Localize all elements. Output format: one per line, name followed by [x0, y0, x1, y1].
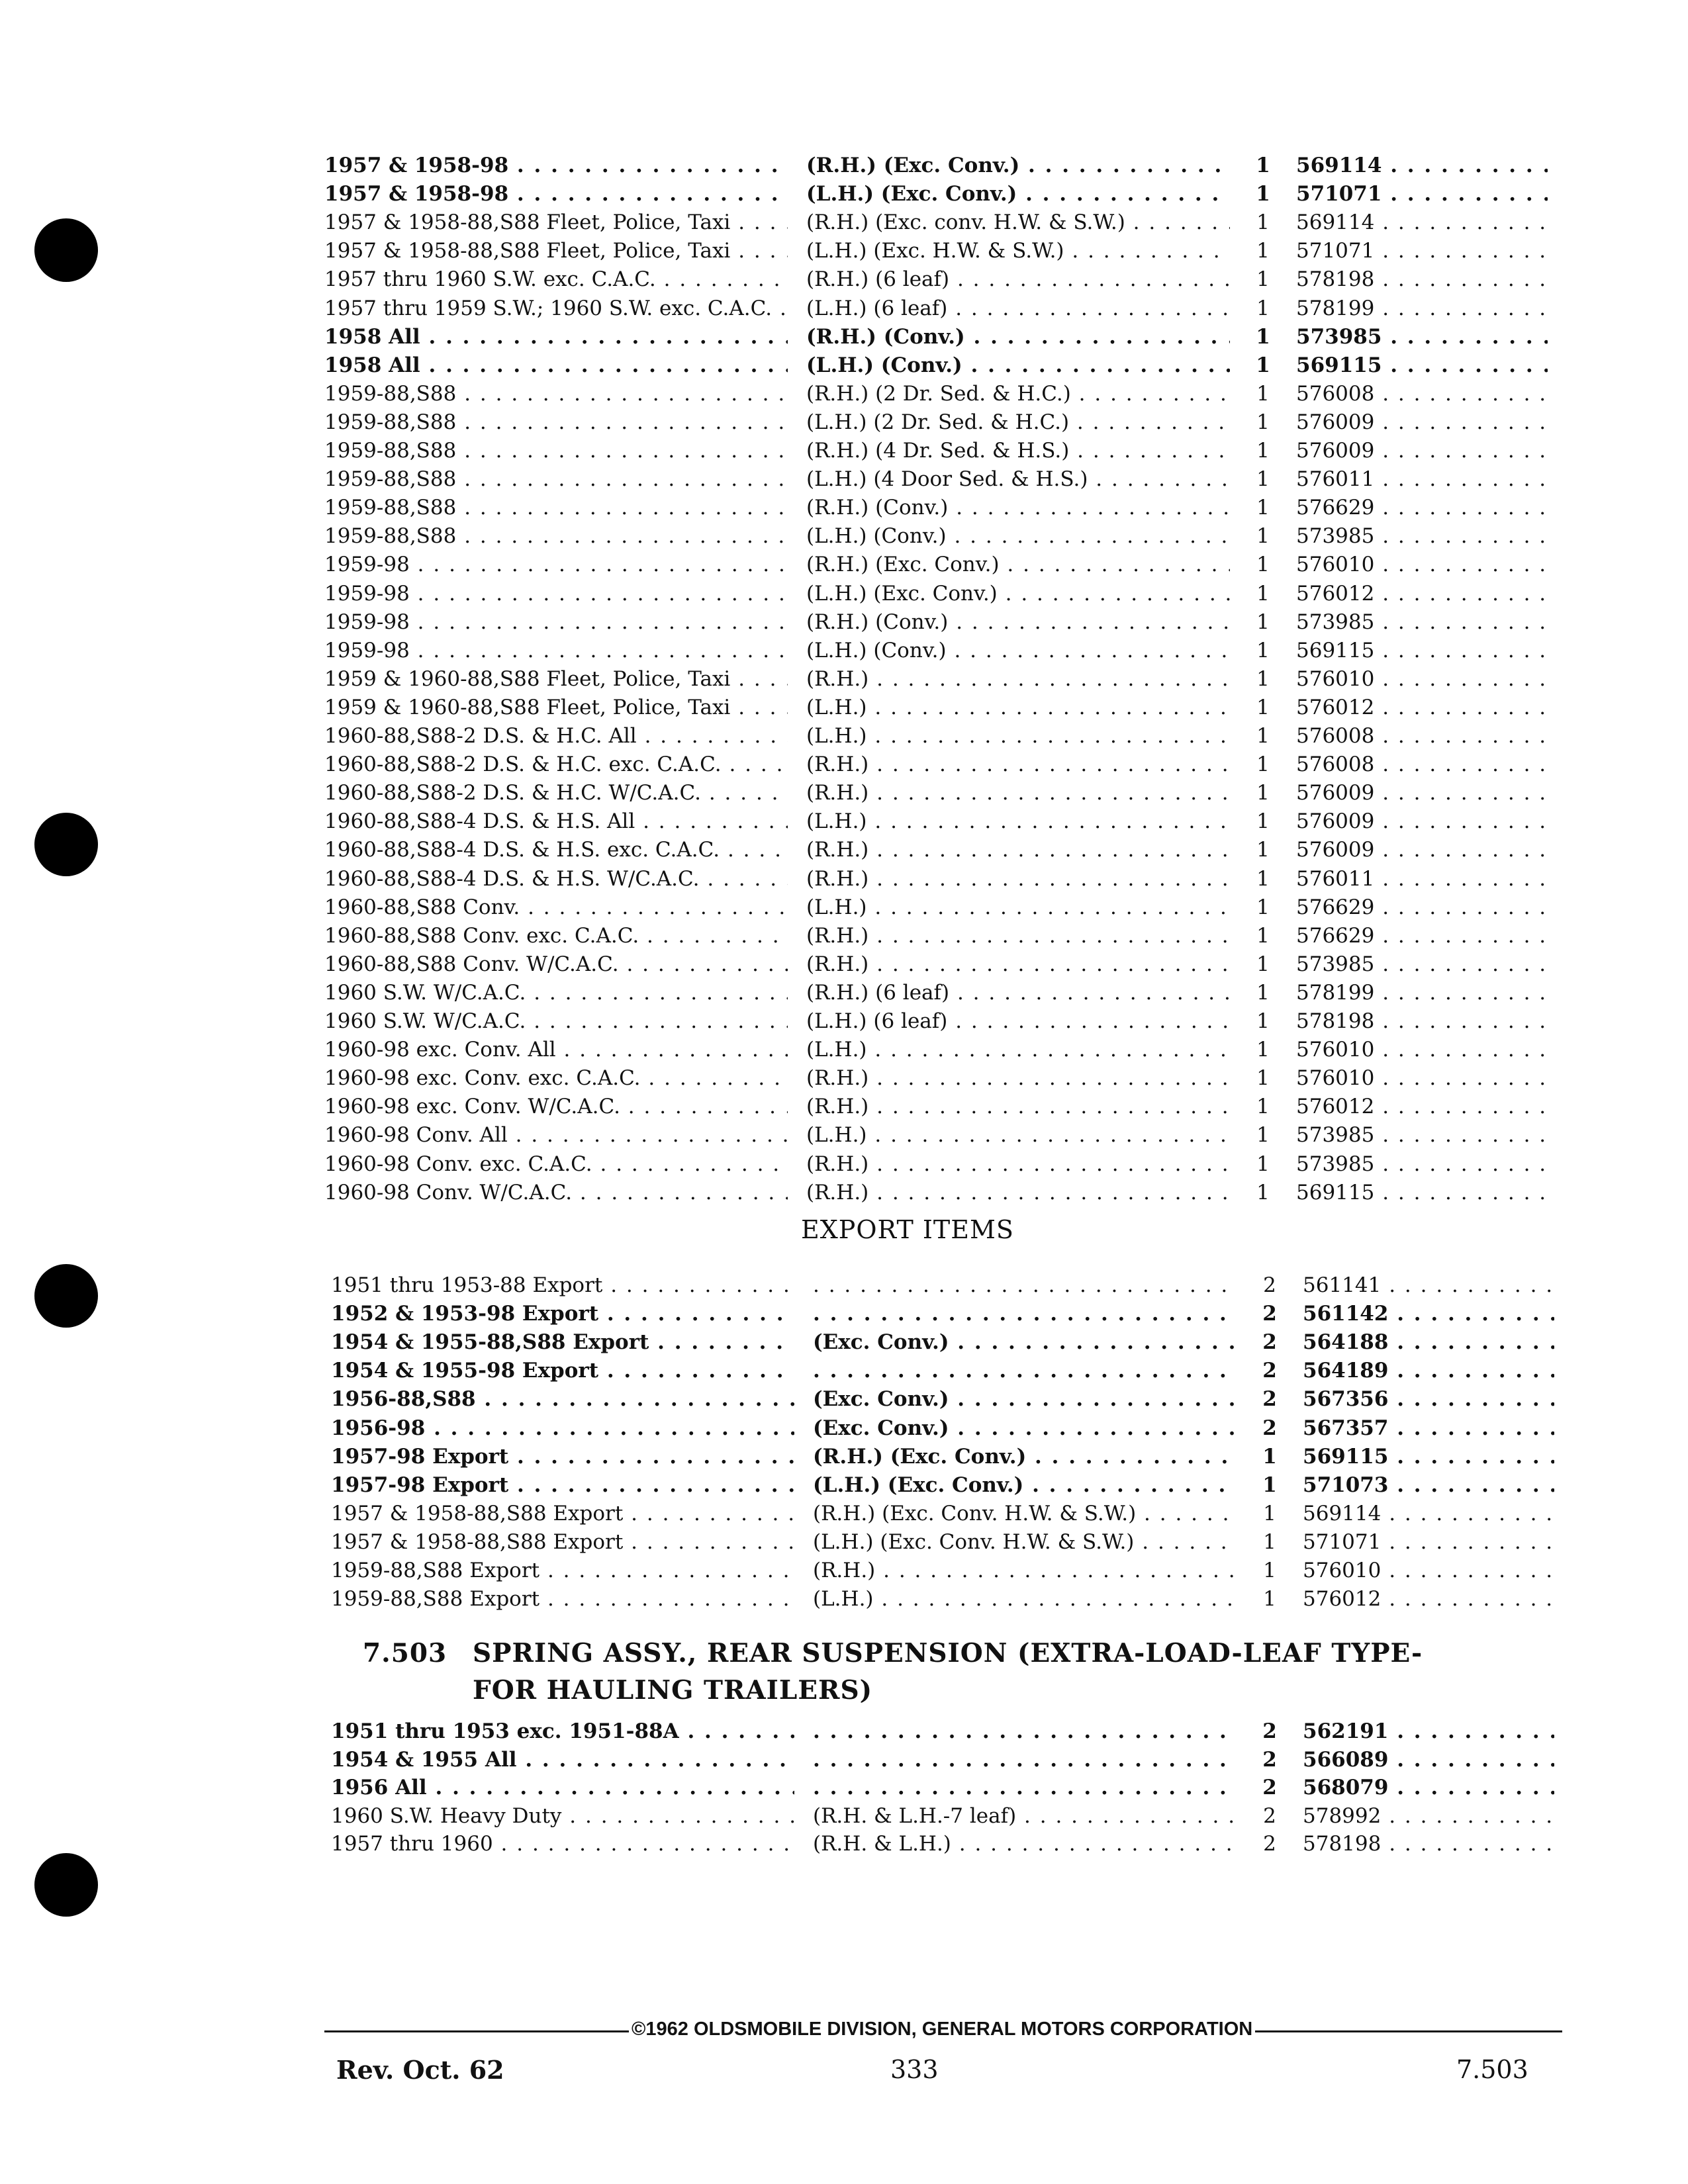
table-row [324, 1064, 1582, 1093]
part-number: 576010 . . . [1296, 1035, 1548, 1064]
table-row [331, 1271, 1589, 1300]
part-number: 571071 . . . [1303, 1527, 1554, 1557]
vehicle-application: 1956-98 . . . [331, 1414, 794, 1443]
vehicle-application: 1959-98 . . . [324, 579, 788, 608]
vehicle-application: 1960 S.W. Heavy Duty . . . [331, 1801, 794, 1831]
copyright-notice: ©1962 OLDSMOBILE DIVISION, GENERAL MOTORS CORPORATION [629, 2019, 1255, 2040]
side-description: (L.H.) (Exc. Conv.) . . . [813, 1471, 1237, 1500]
table-row [324, 236, 1582, 265]
part-number: 578199 . . . [1296, 978, 1548, 1007]
side-description: (R.H.) (Exc. Conv.) . . . [813, 1442, 1237, 1471]
table-row [324, 608, 1582, 637]
quantity: 2 [1262, 1359, 1277, 1383]
table-row [324, 179, 1582, 208]
table-row [324, 1120, 1582, 1150]
table-row [324, 408, 1582, 437]
table-row [324, 579, 1582, 608]
part-number: 578199 . . . [1296, 294, 1548, 323]
part-number: 571071 . . . [1296, 236, 1548, 265]
side-description: (R.H.) . . . [806, 750, 1230, 779]
vehicle-application: 1960-98 exc. Conv. W/C.A.C. . . . [324, 1092, 788, 1121]
table-row [324, 522, 1582, 551]
table-row [324, 465, 1582, 494]
vehicle-application: 1960-98 exc. Conv. All . . . [324, 1035, 788, 1064]
quantity: 1 [1256, 866, 1270, 891]
table-row [324, 351, 1582, 380]
quantity: 1 [1256, 666, 1270, 691]
vehicle-application: 1952 & 1953-98 Export . . . [331, 1299, 794, 1328]
side-description: (R.H.) . . . [806, 864, 1230, 893]
side-description: (R.H.) . . . [806, 835, 1230, 864]
table-row [324, 1092, 1582, 1121]
quantity: 1 [1263, 1501, 1276, 1525]
side-description: (R.H.) . . . [806, 664, 1230, 694]
quantity: 1 [1256, 1066, 1270, 1091]
table-row [324, 322, 1582, 351]
side-description: (L.H.) (Exc. H.W. & S.W.) . . . [806, 236, 1230, 265]
part-number: 576010 . . . [1296, 550, 1548, 579]
table-row [324, 778, 1582, 807]
export-items-heading: EXPORT ITEMS [801, 1215, 1014, 1244]
side-description: (R.H.) (Exc. Conv.) . . . [806, 151, 1230, 180]
quantity: 1 [1256, 410, 1270, 434]
part-number: 569115 . . . [1296, 1178, 1548, 1207]
side-description: (R.H.) . . . [813, 1556, 1237, 1585]
table-row [324, 950, 1582, 979]
part-number: 573985 . . . [1296, 1120, 1548, 1150]
vehicle-application: 1959-88,S88 . . . [324, 522, 788, 551]
vehicle-application: 1958 All . . . [324, 322, 788, 351]
part-number: 576009 . . . [1296, 436, 1548, 465]
quantity: 1 [1256, 809, 1270, 834]
part-number: 569114 . . . [1296, 208, 1548, 237]
side-description: (R.H.) (4 Dr. Sed. & H.S.) . . . [806, 436, 1230, 465]
side-description [813, 1356, 1237, 1385]
quantity: 2 [1263, 1273, 1276, 1297]
vehicle-application: 1957 & 1958-88,S88 Fleet, Police, Taxi . . . [324, 208, 788, 237]
quantity: 1 [1256, 923, 1270, 948]
side-description: (L.H.) (4 Door Sed. & H.S.) . . . [806, 465, 1230, 494]
part-number: 567357 . . . [1303, 1414, 1554, 1443]
quantity: 1 [1256, 638, 1270, 662]
part-number: 569115 . . . [1296, 351, 1548, 380]
side-description: (R.H.) . . . [806, 1064, 1230, 1093]
side-description: (L.H.) (Conv.) . . . [806, 351, 1230, 380]
part-number: 571073 . . . [1303, 1471, 1554, 1500]
side-description [813, 1271, 1237, 1300]
vehicle-application: 1960-98 exc. Conv. exc. C.A.C. . . . [324, 1064, 788, 1093]
vehicle-application: 1957-98 Export . . . [331, 1471, 794, 1500]
vehicle-application: 1951 thru 1953-88 Export . . . [331, 1271, 794, 1300]
part-number: 567356 . . . [1303, 1385, 1554, 1414]
side-description: (L.H.) . . . [806, 1120, 1230, 1150]
quantity: 1 [1263, 1587, 1276, 1612]
side-description: (L.H.) (Conv.) . . . [806, 636, 1230, 665]
side-description: (L.H.) . . . [806, 693, 1230, 722]
side-description: (R.H.) (Exc. conv. H.W. & S.W.) . . . [806, 208, 1230, 237]
vehicle-application: 1954 & 1955 All . . . [331, 1745, 794, 1774]
part-number: 573985 . . . [1296, 950, 1548, 979]
quantity: 2 [1262, 1719, 1277, 1743]
quantity: 1 [1256, 267, 1270, 292]
side-description: (R.H.) (Exc. Conv. H.W. & S.W.) . . . [813, 1499, 1237, 1528]
vehicle-application: 1957 thru 1960 . . . [331, 1829, 794, 1858]
table-row [331, 1717, 1589, 1746]
side-description: (L.H.) (Exc. Conv.) . . . [806, 579, 1230, 608]
table-row [324, 893, 1582, 922]
vehicle-application: 1954 & 1955-98 Export . . . [331, 1356, 794, 1385]
table-row [324, 864, 1582, 893]
part-number: 573985 . . . [1296, 322, 1548, 351]
table-row [331, 1356, 1589, 1385]
side-description [813, 1745, 1237, 1774]
quantity: 1 [1256, 724, 1270, 748]
vehicle-application: 1957 & 1958-88,S88 Export . . . [331, 1499, 794, 1528]
quantity: 1 [1256, 581, 1270, 606]
quantity: 1 [1256, 1095, 1270, 1119]
quantity: 2 [1263, 1803, 1276, 1828]
quantity: 2 [1262, 1330, 1277, 1355]
vehicle-application: 1959-88,S88 Export . . . [331, 1584, 794, 1614]
side-description [813, 1773, 1237, 1802]
table-row [324, 436, 1582, 465]
table-row [331, 1385, 1589, 1414]
table-row [324, 1007, 1582, 1036]
part-number: 576008 . . . [1296, 721, 1548, 751]
table-row [331, 1556, 1589, 1585]
quantity: 2 [1263, 1832, 1276, 1856]
revision-date: Rev. Oct. 62 [336, 2055, 504, 2085]
quantity: 1 [1256, 553, 1270, 577]
vehicle-application: 1959-88,S88 . . . [324, 493, 788, 522]
page-number: 333 [890, 2055, 939, 2084]
side-description: (R.H.) (6 leaf) . . . [806, 265, 1230, 294]
side-description [813, 1299, 1237, 1328]
side-description: (R.H.) . . . [806, 950, 1230, 979]
part-number: 564188 . . . [1303, 1328, 1554, 1357]
quantity: 1 [1256, 210, 1270, 235]
table-row [331, 1801, 1589, 1831]
quantity: 1 [1256, 1123, 1270, 1148]
side-description: (L.H.) (Exc. Conv. H.W. & S.W.) . . . [813, 1527, 1237, 1557]
part-number: 569114 . . . [1296, 151, 1548, 180]
table-row [324, 721, 1582, 751]
vehicle-application: 1960-88,S88-4 D.S. & H.S. W/C.A.C. . . . [324, 864, 788, 893]
part-number: 576011 . . . [1296, 864, 1548, 893]
side-description: (L.H.) . . . [806, 807, 1230, 836]
table-row [331, 1829, 1589, 1858]
vehicle-application: 1959-98 . . . [324, 550, 788, 579]
vehicle-application: 1959-98 . . . [324, 608, 788, 637]
part-number: 578198 . . . [1296, 1007, 1548, 1036]
quantity: 1 [1256, 524, 1270, 549]
vehicle-application: 1960-88,S88 Conv. exc. C.A.C. . . . [324, 921, 788, 950]
quantity: 1 [1256, 781, 1270, 805]
quantity: 1 [1256, 980, 1270, 1005]
vehicle-application: 1960 S.W. W/C.A.C. . . . [324, 978, 788, 1007]
vehicle-application: 1960 S.W. W/C.A.C. . . . [324, 1007, 788, 1036]
vehicle-application: 1960-88,S88 Conv. W/C.A.C. . . . [324, 950, 788, 979]
quantity: 1 [1263, 1529, 1276, 1554]
quantity: 1 [1256, 324, 1270, 349]
table-row [324, 750, 1582, 779]
part-number: 569114 . . . [1303, 1499, 1554, 1528]
spring-section-title-line2: FOR HAULING TRAILERS) [473, 1675, 873, 1706]
side-description: (L.H.) . . . [813, 1584, 1237, 1614]
vehicle-application: 1956-88,S88 . . . [331, 1385, 794, 1414]
part-number: 573985 . . . [1296, 1150, 1548, 1179]
part-number: 576009 . . . [1296, 835, 1548, 864]
side-description: (Exc. Conv.) . . . [813, 1385, 1237, 1414]
side-description: (R.H.) . . . [806, 1092, 1230, 1121]
table-row [324, 693, 1582, 722]
quantity: 2 [1262, 1387, 1277, 1412]
table-row [331, 1499, 1589, 1528]
vehicle-application: 1957 thru 1960 S.W. exc. C.A.C. . . . [324, 265, 788, 294]
side-description: (R.H.) (Conv.) . . . [806, 322, 1230, 351]
vehicle-application: 1954 & 1955-88,S88 Export . . . [331, 1328, 794, 1357]
vehicle-application: 1957 thru 1959 S.W.; 1960 S.W. exc. C.A.C. . . . [324, 294, 788, 323]
side-description: (R.H.) (6 leaf) . . . [806, 978, 1230, 1007]
vehicle-application: 1957 & 1958-88,S88 Fleet, Police, Taxi . . . [324, 236, 788, 265]
side-description: (R.H.) . . . [806, 1178, 1230, 1207]
table-row [324, 379, 1582, 408]
part-number: 576629 . . . [1296, 893, 1548, 922]
quantity: 1 [1256, 610, 1270, 634]
table-row [331, 1328, 1589, 1357]
quantity: 1 [1256, 952, 1270, 976]
quantity: 1 [1256, 752, 1270, 777]
part-number: 561142 . . . [1303, 1299, 1554, 1328]
part-number: 576011 . . . [1296, 465, 1548, 494]
vehicle-application: 1958 All . . . [324, 351, 788, 380]
quantity: 1 [1262, 1473, 1277, 1497]
part-number: 578198 . . . [1303, 1829, 1554, 1858]
side-description: (R.H.) . . . [806, 778, 1230, 807]
part-number: 576009 . . . [1296, 408, 1548, 437]
vehicle-application: 1959-88,S88 . . . [324, 436, 788, 465]
quantity: 2 [1262, 1747, 1277, 1772]
table-row [324, 664, 1582, 694]
quantity: 1 [1256, 154, 1270, 177]
table-row [324, 1178, 1582, 1207]
side-description: (L.H.) (6 leaf) . . . [806, 294, 1230, 323]
side-description: (R.H.) . . . [806, 1150, 1230, 1179]
part-number: 569115 . . . [1303, 1442, 1554, 1471]
side-description: (L.H.) (Exc. Conv.) . . . [806, 179, 1230, 208]
spring-section-number: 7.503 [363, 1638, 447, 1668]
part-number: 576012 . . . [1296, 693, 1548, 722]
side-description: (R.H.) (2 Dr. Sed. & H.C.) . . . [806, 379, 1230, 408]
part-number: 569115 . . . [1296, 636, 1548, 665]
part-number: 564189 . . . [1303, 1356, 1554, 1385]
vehicle-application: 1960-98 Conv. All . . . [324, 1120, 788, 1150]
side-description: (L.H.) . . . [806, 893, 1230, 922]
table-row [324, 151, 1582, 180]
part-number: 568079 . . . [1303, 1773, 1554, 1802]
part-number: 576629 . . . [1296, 493, 1548, 522]
vehicle-application: 1960-88,S88-4 D.S. & H.S. exc. C.A.C. . . . [324, 835, 788, 864]
table-row [324, 265, 1582, 294]
vehicle-application: 1960-88,S88-2 D.S. & H.C. All . . . [324, 721, 788, 751]
table-row [331, 1471, 1589, 1500]
table-row [331, 1442, 1589, 1471]
side-description: (L.H.) . . . [806, 1035, 1230, 1064]
vehicle-application: 1960-88,S88-4 D.S. & H.S. All . . . [324, 807, 788, 836]
vehicle-application: 1959-88,S88 . . . [324, 465, 788, 494]
quantity: 1 [1256, 182, 1270, 206]
part-number: 578198 . . . [1296, 265, 1548, 294]
table-row [331, 1773, 1589, 1802]
part-number: 566089 . . . [1303, 1745, 1554, 1774]
side-description: (L.H.) . . . [806, 721, 1230, 751]
vehicle-application: 1959 & 1960-88,S88 Fleet, Police, Taxi . . . [324, 664, 788, 694]
side-description: (L.H.) (2 Dr. Sed. & H.C.) . . . [806, 408, 1230, 437]
vehicle-application: 1957-98 Export . . . [331, 1442, 794, 1471]
vehicle-application: 1959-88,S88 Export . . . [331, 1556, 794, 1585]
quantity: 1 [1256, 381, 1270, 406]
vehicle-application: 1959-98 . . . [324, 636, 788, 665]
table-row [331, 1745, 1589, 1774]
vehicle-application: 1951 thru 1953 exc. 1951-88A . . . [331, 1717, 794, 1746]
quantity: 1 [1256, 838, 1270, 862]
side-description: (L.H.) (6 leaf) . . . [806, 1007, 1230, 1036]
quantity: 1 [1256, 296, 1270, 320]
side-description: (R.H.) . . . [806, 921, 1230, 950]
vehicle-application: 1957 & 1958-98 . . . [324, 151, 788, 180]
part-number: 576008 . . . [1296, 750, 1548, 779]
quantity: 1 [1256, 496, 1270, 520]
table-row [324, 493, 1582, 522]
quantity: 1 [1256, 1009, 1270, 1033]
quantity: 1 [1256, 353, 1270, 377]
quantity: 1 [1256, 239, 1270, 263]
vehicle-application: 1960-88,S88-2 D.S. & H.C. W/C.A.C. . . . [324, 778, 788, 807]
table-row [331, 1527, 1589, 1557]
spring-section-title-line1: SPRING ASSY., REAR SUSPENSION (EXTRA-LOAD-LEAF TYPE- [473, 1638, 1423, 1668]
quantity: 2 [1262, 1302, 1277, 1326]
side-description: (R.H.) (Conv.) . . . [806, 608, 1230, 637]
quantity: 1 [1256, 439, 1270, 463]
part-number: 576629 . . . [1296, 921, 1548, 950]
part-number: 561141 . . . [1303, 1271, 1554, 1300]
side-description: (L.H.) (Conv.) . . . [806, 522, 1230, 551]
vehicle-application: 1957 & 1958-98 . . . [324, 179, 788, 208]
table-row [324, 636, 1582, 665]
table-row [331, 1584, 1589, 1614]
vehicle-application: 1956 All . . . [331, 1773, 794, 1802]
table-row [324, 208, 1582, 237]
side-description: (R.H.) (Exc. Conv.) . . . [806, 550, 1230, 579]
table-row [324, 835, 1582, 864]
table-row [324, 294, 1582, 323]
quantity: 1 [1256, 1180, 1270, 1205]
part-number: 578992 . . . [1303, 1801, 1554, 1831]
table-row [324, 807, 1582, 836]
quantity: 1 [1256, 695, 1270, 719]
part-number: 576009 . . . [1296, 807, 1548, 836]
part-number: 573985 . . . [1296, 608, 1548, 637]
table-row [324, 921, 1582, 950]
quantity: 1 [1256, 1038, 1270, 1062]
vehicle-application: 1960-98 Conv. W/C.A.C. . . . [324, 1178, 788, 1207]
side-description: (R.H. & L.H.) . . . [813, 1829, 1237, 1858]
vehicle-application: 1960-88,S88-2 D.S. & H.C. exc. C.A.C. . . . [324, 750, 788, 779]
part-number: 576009 . . . [1296, 778, 1548, 807]
footer-rule-left [324, 2030, 635, 2032]
footer-section-number: 7.503 [1456, 2055, 1528, 2084]
quantity: 1 [1256, 1152, 1270, 1176]
part-number: 576010 . . . [1303, 1556, 1554, 1585]
table-row [331, 1414, 1589, 1443]
side-description: (Exc. Conv.) . . . [813, 1414, 1237, 1443]
quantity: 1 [1256, 467, 1270, 492]
table-row [324, 1150, 1582, 1179]
binder-hole-1 [34, 218, 98, 282]
binder-hole-3 [34, 1264, 98, 1328]
vehicle-application: 1960-88,S88 Conv. . . . [324, 893, 788, 922]
table-row [331, 1299, 1589, 1328]
part-number: 576008 . . . [1296, 379, 1548, 408]
part-number: 573985 . . . [1296, 522, 1548, 551]
part-number: 576012 . . . [1296, 1092, 1548, 1121]
vehicle-application: 1957 & 1958-88,S88 Export . . . [331, 1527, 794, 1557]
binder-hole-4 [34, 1853, 98, 1917]
part-number: 576012 . . . [1296, 579, 1548, 608]
part-number: 562191 . . . [1303, 1717, 1554, 1746]
vehicle-application: 1959 & 1960-88,S88 Fleet, Police, Taxi . . . [324, 693, 788, 722]
vehicle-application: 1959-88,S88 . . . [324, 379, 788, 408]
binder-hole-2 [34, 813, 98, 876]
side-description [813, 1717, 1237, 1746]
side-description: (R.H.) (Conv.) . . . [806, 493, 1230, 522]
table-row [324, 1035, 1582, 1064]
side-description: (Exc. Conv.) . . . [813, 1328, 1237, 1357]
vehicle-application: 1959-88,S88 . . . [324, 408, 788, 437]
side-description: (R.H. & L.H.-7 leaf) . . . [813, 1801, 1237, 1831]
table-row [324, 978, 1582, 1007]
part-number: 576010 . . . [1296, 664, 1548, 694]
quantity: 2 [1262, 1416, 1277, 1440]
quantity: 1 [1263, 1559, 1276, 1582]
quantity: 1 [1262, 1444, 1277, 1469]
part-number: 571071 . . . [1296, 179, 1548, 208]
part-number: 576012 . . . [1303, 1584, 1554, 1614]
quantity: 1 [1256, 895, 1270, 919]
part-number: 576010 . . . [1296, 1064, 1548, 1093]
vehicle-application: 1960-98 Conv. exc. C.A.C. . . . [324, 1150, 788, 1179]
table-row [324, 550, 1582, 579]
quantity: 2 [1262, 1776, 1277, 1799]
